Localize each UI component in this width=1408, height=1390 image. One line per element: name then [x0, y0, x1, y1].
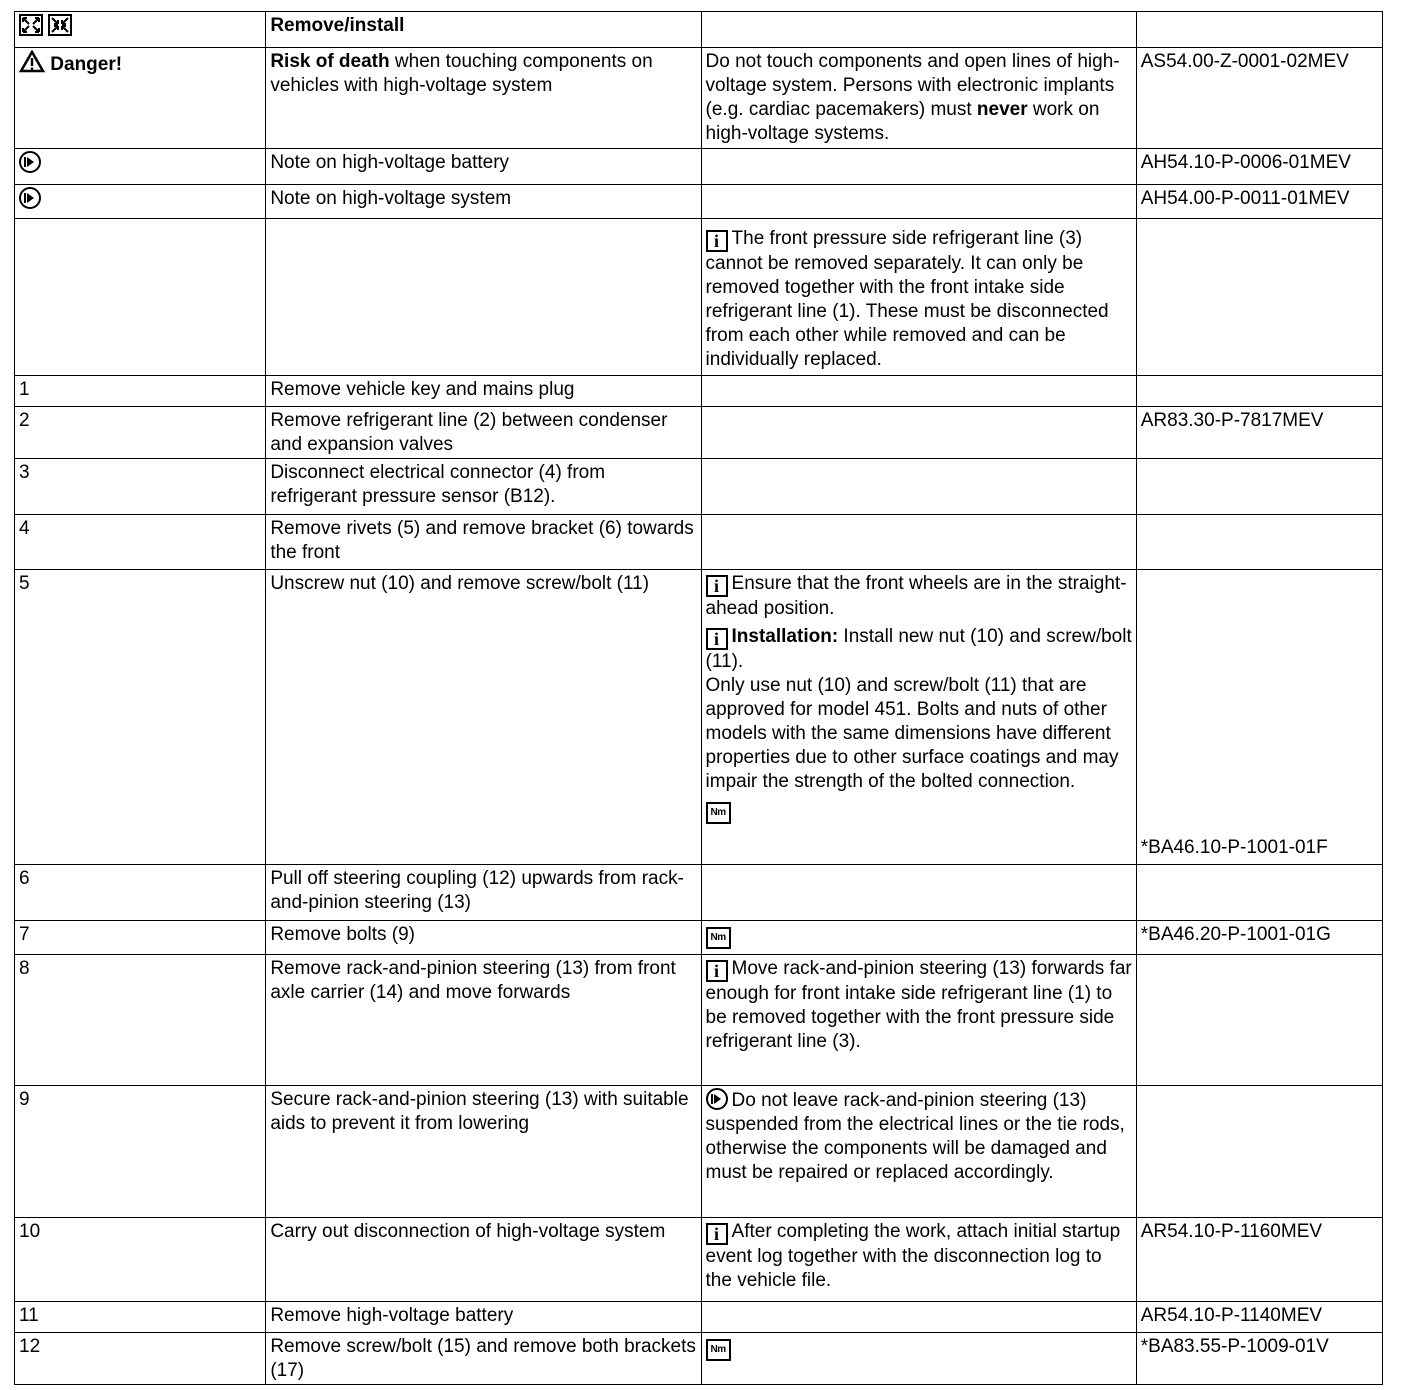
- danger-cell: [15, 48, 266, 149]
- step-notes-cell: [701, 1086, 1136, 1218]
- danger-row: [15, 48, 1383, 149]
- step-ref[interactable]: *BA83.55-P-1009-01V: [1136, 1333, 1382, 1385]
- step-ref[interactable]: AR54.10-P-1140MEV: [1136, 1302, 1382, 1333]
- step-text: Secure rack-and-pinion steering (13) with suitable aids to prevent it from lowering: [266, 1086, 701, 1218]
- note-arrow-icon: [706, 1088, 728, 1110]
- step-text: Carry out disconnection of high-voltage system: [266, 1218, 701, 1302]
- danger-note-cell: [701, 48, 1136, 149]
- step-number: 4: [15, 515, 266, 570]
- step-number: 3: [15, 459, 266, 515]
- step-text: Remove rivets (5) and remove bracket (6) towards the front: [266, 515, 701, 570]
- step-text: Disconnect electrical connector (4) from refrigerant pressure sensor (B12).: [266, 459, 701, 515]
- expand-icon[interactable]: [19, 14, 43, 36]
- step-number: 12: [15, 1333, 266, 1385]
- note-row: [15, 149, 1383, 185]
- torque-nm-icon[interactable]: Nm: [706, 1339, 731, 1361]
- table-row: [15, 955, 1383, 1086]
- table-row: [15, 459, 1383, 515]
- step-notes-cell: [701, 1218, 1136, 1302]
- danger-note-bold: never: [976, 99, 1028, 120]
- step-note-text: Do not leave rack-and-pinion steering (13) suspended from the electrical lines or the tie rods, otherwise the components will be damaged and must be repaired or replaced accordingly.: [705, 1090, 1125, 1183]
- danger-note-b: work on high-voltage systems.: [705, 99, 1100, 144]
- step-ref-cell: [1136, 570, 1382, 865]
- risk-text: when touching components on vehicles with high-voltage system: [270, 51, 653, 96]
- step-text: Remove bolts (9): [266, 921, 701, 955]
- step-number: 11: [15, 1302, 266, 1333]
- step-number: 10: [15, 1218, 266, 1302]
- step-text: Remove screw/bolt (15) and remove both brackets (17): [266, 1333, 701, 1385]
- step-ref[interactable]: AR54.10-P-1160MEV: [1136, 1218, 1382, 1302]
- table-row: [15, 407, 1383, 459]
- procedure-table: [14, 11, 1383, 1385]
- torque-nm-icon[interactable]: Nm: [706, 927, 731, 949]
- table-row: [15, 1218, 1383, 1302]
- info-icon: i: [706, 1223, 728, 1245]
- info-intro-cell: [701, 219, 1136, 376]
- note-arrow-icon: [19, 187, 41, 209]
- note-ref[interactable]: AH54.10-P-0006-01MEV: [1136, 149, 1382, 185]
- note-text: Note on high-voltage system: [266, 185, 701, 219]
- note-row: [15, 185, 1383, 219]
- danger-label: Danger!: [50, 54, 123, 75]
- table-row: [15, 921, 1383, 955]
- step-text: Remove vehicle key and mains plug: [266, 376, 701, 407]
- step-ref[interactable]: *BA46.20-P-1001-01G: [1136, 921, 1382, 955]
- step-text: Remove high-voltage battery: [266, 1302, 701, 1333]
- info-intro-row: [15, 219, 1383, 376]
- step-number: 2: [15, 407, 266, 459]
- step-number: 9: [15, 1086, 266, 1218]
- step-ref[interactable]: *BA46.10-P-1001-01F: [1140, 837, 1328, 858]
- danger-note-a: Do not touch components and open lines of high-voltage system. Persons with electronic implants (e.g. cardiac pacemakers) must: [705, 51, 1120, 120]
- step-number: 5: [15, 570, 266, 865]
- step-notes-cell: [701, 955, 1136, 1086]
- note-text: Note on high-voltage battery: [266, 149, 701, 185]
- info-icon: i: [706, 575, 728, 597]
- installation-label: Installation:: [731, 626, 839, 647]
- step-text: Pull off steering coupling (12) upwards from rack-and-pinion steering (13): [266, 865, 701, 921]
- table-row: [15, 1302, 1383, 1333]
- header-icons-cell: [15, 12, 266, 48]
- warning-triangle-icon: [19, 50, 45, 73]
- table-row: [15, 865, 1383, 921]
- danger-ref[interactable]: AS54.00-Z-0001-02MEV: [1136, 48, 1382, 149]
- installation-text: Install new nut (10) and screw/bolt (11).: [705, 626, 1132, 672]
- info-icon: i: [706, 230, 728, 252]
- note-ref[interactable]: AH54.00-P-0011-01MEV: [1136, 185, 1382, 219]
- step-text: Remove refrigerant line (2) between condenser and expansion valves: [266, 407, 701, 459]
- step-number: 1: [15, 376, 266, 407]
- info-icon: i: [706, 628, 728, 650]
- danger-risk-cell: [266, 48, 701, 149]
- table-row: [15, 1086, 1383, 1218]
- installation-detail: Only use nut (10) and screw/bolt (11) that are approved for model 451. Bolts and nuts of other models with the same dimensions have different properties due to other surface coatings and may impair the strength of the bolted connection.: [705, 675, 1119, 792]
- step-ref[interactable]: AR83.30-P-7817MEV: [1136, 407, 1382, 459]
- table-row: [15, 515, 1383, 570]
- info-icon: i: [706, 960, 728, 982]
- step-number: 8: [15, 955, 266, 1086]
- risk-bold: Risk of death: [270, 51, 390, 72]
- step-info-text: Move rack-and-pinion steering (13) forwards far enough for front intake side refrigerant line (1) to be removed together with the front pressure side refrigerant line (3).: [705, 958, 1132, 1052]
- step-info-text: After completing the work, attach initial startup event log together with the disconnection log to the vehicle file.: [705, 1221, 1121, 1291]
- torque-nm-icon[interactable]: Nm: [706, 802, 731, 824]
- table-row: [15, 570, 1383, 865]
- note-arrow-icon: [19, 151, 41, 173]
- info-intro-text: The front pressure side refrigerant line (3) cannot be removed separately. It can only be removed together with the front intake side refrigerant line (1). These must be disconnected from each other while removed and can be individually replaced.: [705, 228, 1109, 370]
- table-row: [15, 376, 1383, 407]
- header-row: [15, 12, 1383, 48]
- collapse-icon[interactable]: [48, 14, 72, 36]
- step-text: Unscrew nut (10) and remove screw/bolt (11): [266, 570, 701, 865]
- step-info-text: Ensure that the front wheels are in the straight-ahead position.: [705, 573, 1127, 619]
- step-number: 7: [15, 921, 266, 955]
- step-text: Remove rack-and-pinion steering (13) from front axle carrier (14) and move forwards: [266, 955, 701, 1086]
- table-row: [15, 1333, 1383, 1385]
- page-title: Remove/install: [266, 12, 701, 48]
- step-number: 6: [15, 865, 266, 921]
- step-notes-cell: [701, 570, 1136, 865]
